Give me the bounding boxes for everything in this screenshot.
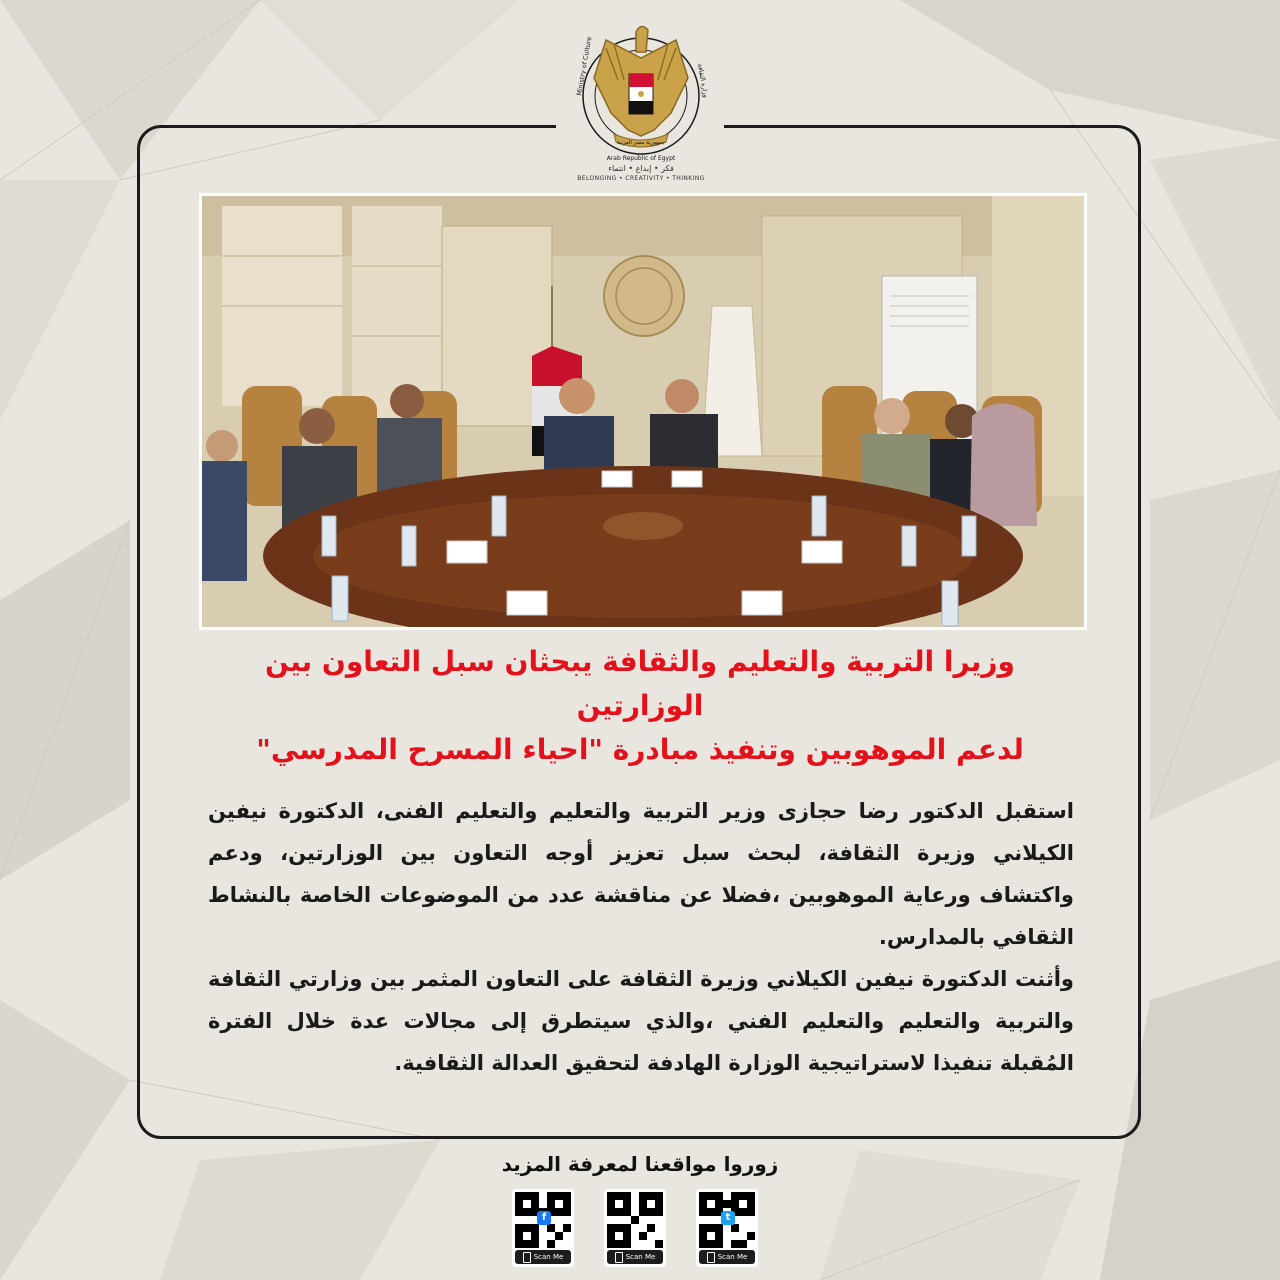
scan-me-label: Scan Me [533, 1253, 564, 1261]
headline-line-1: وزيرا التربية والتعليم والثقافة يبحثان سبل التعاون بين الوزارتين [265, 645, 1015, 722]
ministry-logo [566, 18, 716, 186]
body-paragraph-2: وأثنت الدكتورة نيفين الكيلاني وزيرة الثقافة على التعاون المثمر بين وزارتي الثقافة والتربية والتعليم والتعليم الفني ،والذي سيتطرق إلى مجالات عدة خلال الفترة المُقبلة تنفيذا لاستراتيجية الوزارة الهادفة لتحقيق العدالة الثقافية. [208, 967, 1074, 1075]
scan-me-badge [515, 1250, 571, 1264]
logo-motto-ar: فكر • إبداع • انتماء [608, 164, 674, 173]
qr-code-twitter[interactable] [696, 1189, 758, 1267]
logo-motto-en: BELONGING • CREATIVITY • THINKING [577, 175, 705, 182]
phone-icon [615, 1252, 623, 1263]
headline-line-2: لدعم الموهوبين وتنفيذ مبادرة "احياء المسرح المدرسي" [256, 733, 1024, 766]
logo-ring-text-en-bottom: Arab Republic of Egypt [606, 155, 676, 162]
logo-ring-text-en-left: Ministry of Culture [575, 36, 594, 97]
scan-me-badge [699, 1250, 755, 1264]
logo-ring-text-ar-bottom: جمهورية مصر العربية [616, 140, 666, 146]
qr-code-website[interactable] [604, 1189, 666, 1267]
scan-me-label: Scan Me [717, 1253, 748, 1261]
logo-motto [566, 164, 716, 184]
eagle-of-saladin-seal-icon [566, 18, 716, 163]
phone-icon [523, 1252, 531, 1263]
phone-icon [707, 1252, 715, 1263]
scan-me-label: Scan Me [625, 1253, 656, 1261]
scan-me-badge [607, 1250, 663, 1264]
meeting-photo-icon [202, 196, 1084, 627]
body-paragraph-1: استقبل الدكتور رضا حجازى وزير التربية والتعليم والتعليم الفنى، الدكتورة نيفين الكيلاني وزيرة الثقافة، لبحث سبل تعزيز أوجه التعاون بين الوزارتين، ودعم واكتشاف ورعاية الموهوبين ،فضلا عن مناقشة عدد من الموضوعات الخاصة بالنشاط الثقافي بالمدارس. [208, 799, 1074, 949]
twitter-icon: t [721, 1211, 735, 1225]
meeting-photo [199, 193, 1087, 630]
article-body [208, 790, 1074, 1084]
qr-code-facebook[interactable] [512, 1189, 574, 1267]
website-qr-code-icon [607, 1192, 663, 1248]
facebook-icon: f [537, 1211, 551, 1225]
logo-ring-text-ar-left: وزارة الثقافة [696, 62, 710, 99]
visit-sites-label: زوروا مواقعنا لمعرفة المزيد [501, 1152, 779, 1176]
headline [200, 640, 1080, 772]
